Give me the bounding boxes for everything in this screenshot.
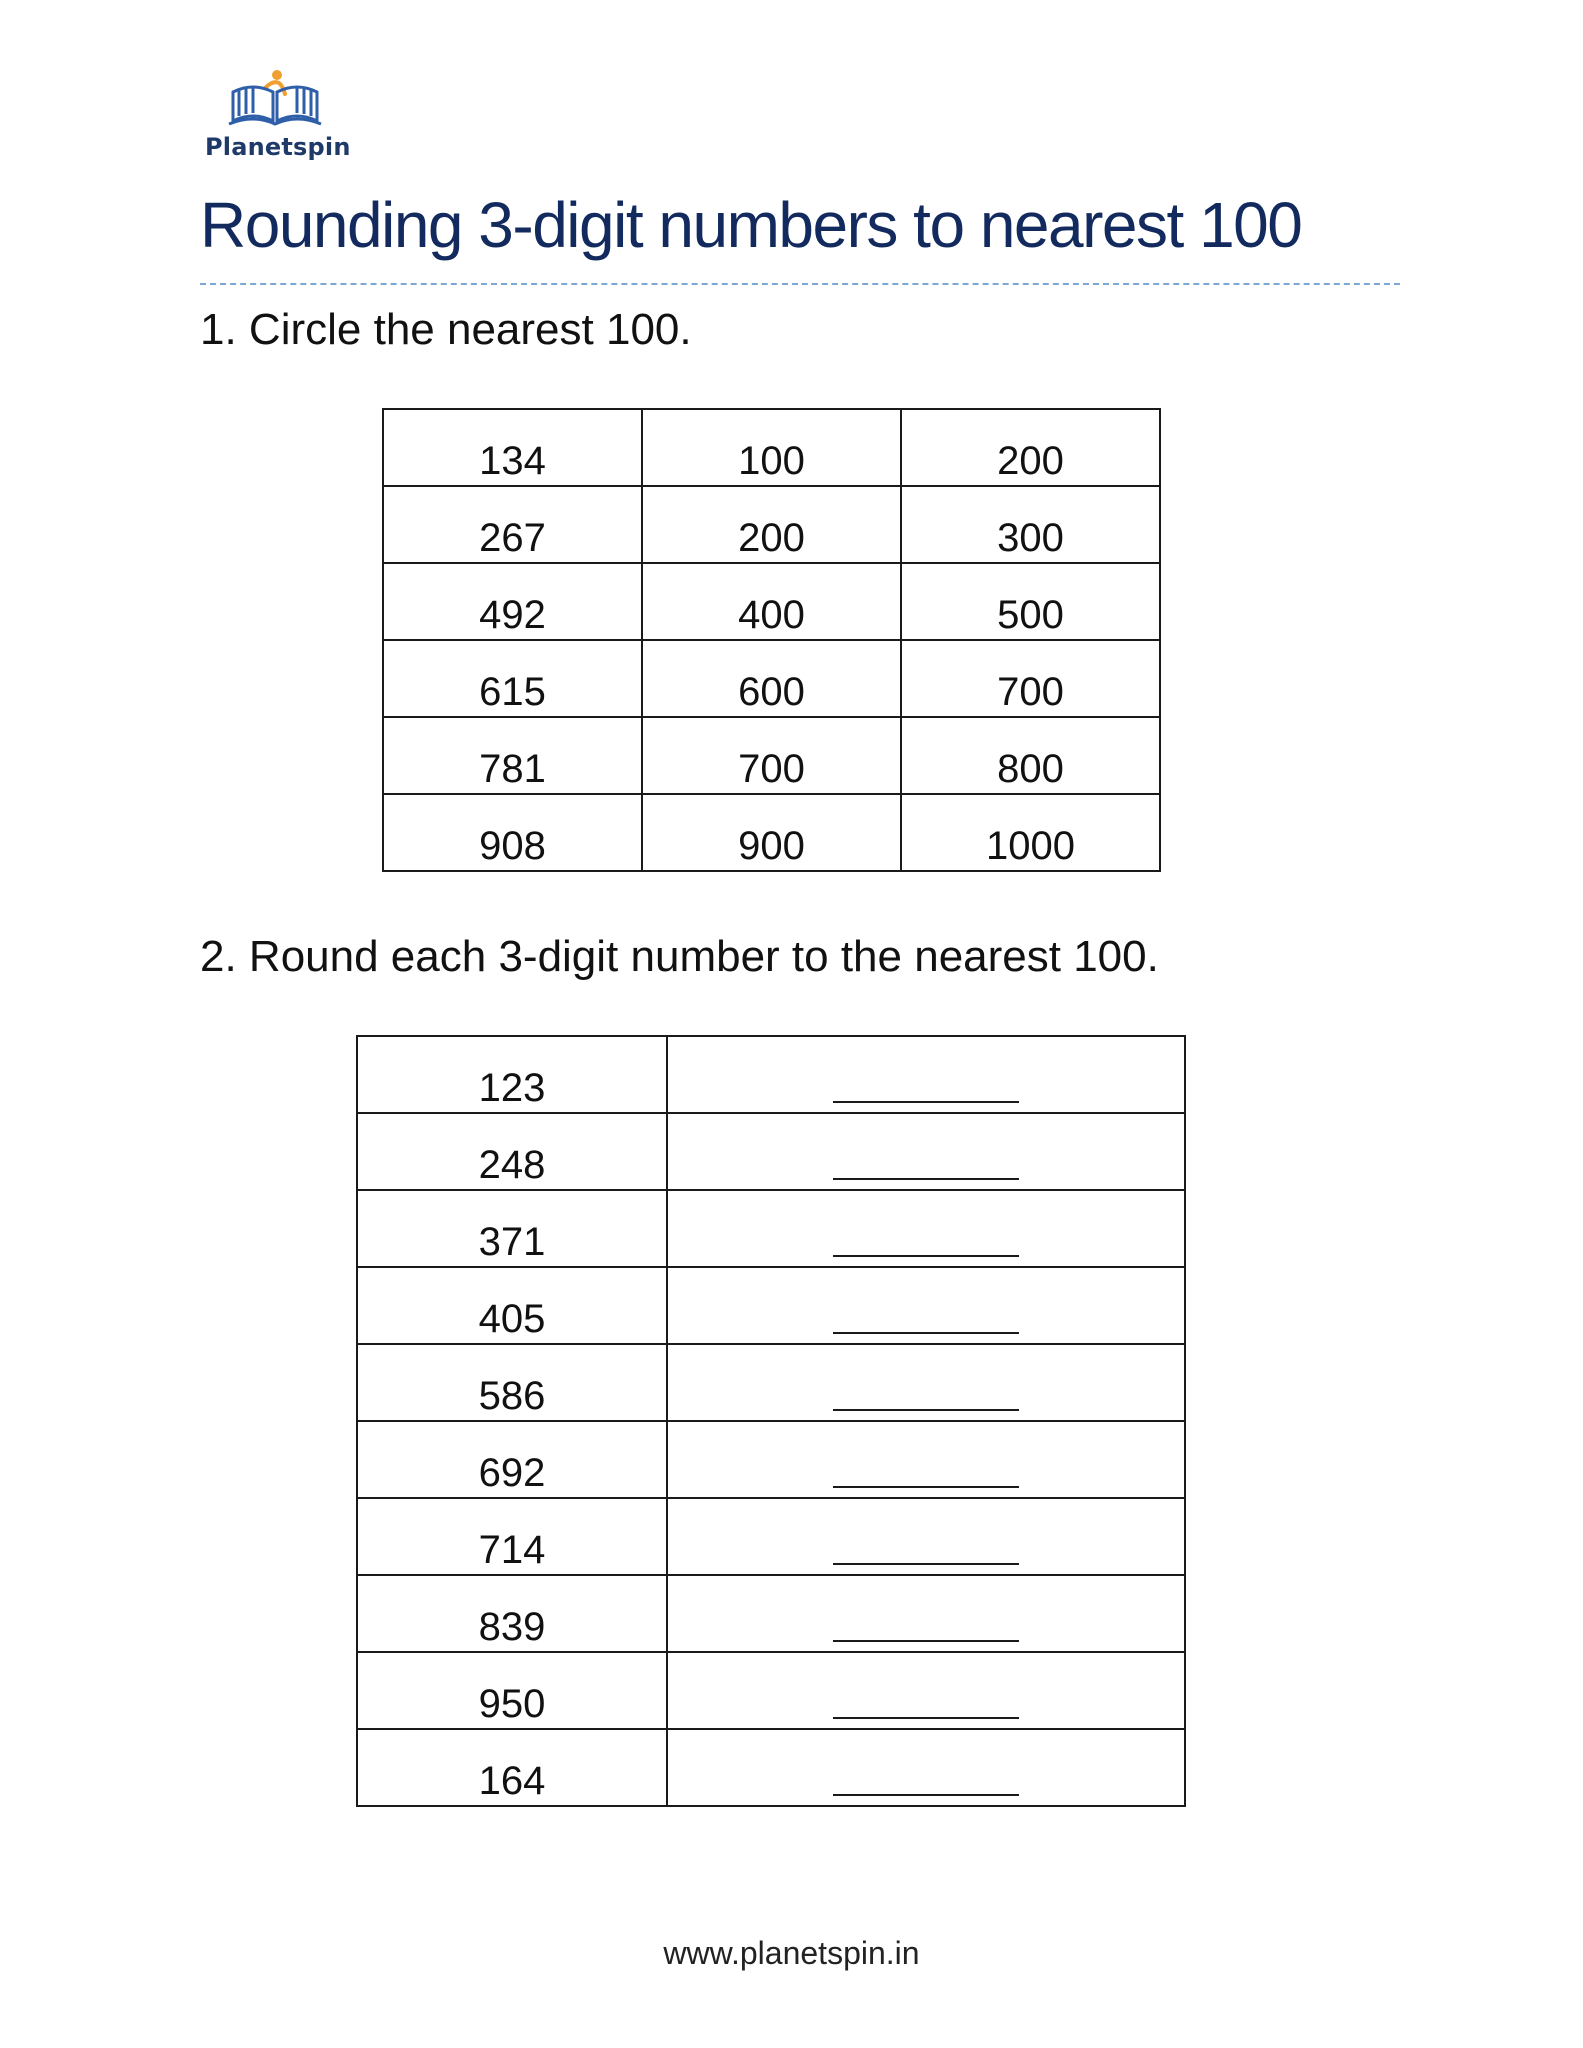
- table-row: [383, 563, 1160, 640]
- answer-blank[interactable]: [833, 1794, 1019, 1796]
- answer-cell[interactable]: [667, 1190, 1185, 1267]
- logo-wordmark: Planetspin: [205, 133, 351, 161]
- number-cell: 164: [357, 1729, 667, 1806]
- answer-blank[interactable]: [833, 1332, 1019, 1334]
- question-1-instruction: 1. Circle the nearest 100.: [200, 305, 692, 354]
- number-cell: 134: [383, 409, 642, 486]
- number-cell: 267: [383, 486, 642, 563]
- option-cell[interactable]: 400: [642, 563, 901, 640]
- answer-cell[interactable]: [667, 1267, 1185, 1344]
- table-row: [357, 1421, 1185, 1498]
- answer-blank[interactable]: [833, 1178, 1019, 1180]
- table-row: [357, 1729, 1185, 1806]
- option-cell[interactable]: 800: [901, 717, 1160, 794]
- table-row: [357, 1344, 1185, 1421]
- answer-blank[interactable]: [833, 1409, 1019, 1411]
- number-cell: 781: [383, 717, 642, 794]
- answer-cell[interactable]: [667, 1575, 1185, 1652]
- footer-url[interactable]: www.planetspin.in: [663, 1935, 920, 1971]
- answer-blank[interactable]: [833, 1255, 1019, 1257]
- option-cell[interactable]: 600: [642, 640, 901, 717]
- answer-cell[interactable]: [667, 1498, 1185, 1575]
- answer-cell[interactable]: [667, 1421, 1185, 1498]
- table-row: [357, 1113, 1185, 1190]
- table-row: [357, 1575, 1185, 1652]
- answer-blank[interactable]: [833, 1101, 1019, 1103]
- answer-blank[interactable]: [833, 1563, 1019, 1565]
- answer-cell[interactable]: [667, 1113, 1185, 1190]
- table-row: [383, 794, 1160, 871]
- answer-blank[interactable]: [833, 1640, 1019, 1642]
- answer-cell[interactable]: [667, 1729, 1185, 1806]
- number-cell: 405: [357, 1267, 667, 1344]
- answer-cell[interactable]: [667, 1344, 1185, 1421]
- number-cell: 714: [357, 1498, 667, 1575]
- number-cell: 839: [357, 1575, 667, 1652]
- option-cell[interactable]: 500: [901, 563, 1160, 640]
- table-row: [383, 640, 1160, 717]
- number-cell: 492: [383, 563, 642, 640]
- option-cell[interactable]: 1000: [901, 794, 1160, 871]
- option-cell[interactable]: 300: [901, 486, 1160, 563]
- planetspin-logo: [205, 66, 351, 166]
- worksheet-title: Rounding 3-digit numbers to nearest 100: [200, 189, 1302, 261]
- table-row: [383, 717, 1160, 794]
- option-cell[interactable]: 700: [901, 640, 1160, 717]
- answer-cell[interactable]: [667, 1036, 1185, 1113]
- number-cell: 692: [357, 1421, 667, 1498]
- title-divider: [200, 283, 1400, 285]
- option-cell[interactable]: 100: [642, 409, 901, 486]
- table-row: [357, 1036, 1185, 1113]
- option-cell[interactable]: 200: [642, 486, 901, 563]
- table-row: [357, 1267, 1185, 1344]
- table-row: [357, 1190, 1185, 1267]
- number-cell: 371: [357, 1190, 667, 1267]
- number-cell: 248: [357, 1113, 667, 1190]
- number-cell: 908: [383, 794, 642, 871]
- answer-blank[interactable]: [833, 1486, 1019, 1488]
- number-cell: 950: [357, 1652, 667, 1729]
- option-cell[interactable]: 700: [642, 717, 901, 794]
- open-book-icon: [225, 66, 325, 128]
- answer-cell[interactable]: [667, 1652, 1185, 1729]
- option-cell[interactable]: 900: [642, 794, 901, 871]
- number-cell: 123: [357, 1036, 667, 1113]
- table-row: [357, 1652, 1185, 1729]
- table-row: [357, 1498, 1185, 1575]
- answer-blank[interactable]: [833, 1717, 1019, 1719]
- option-cell[interactable]: 200: [901, 409, 1160, 486]
- table-row: [383, 409, 1160, 486]
- number-cell: 615: [383, 640, 642, 717]
- round-numbers-table: [356, 1035, 1186, 1807]
- question-2-instruction: 2. Round each 3-digit number to the nearest 100.: [200, 932, 1159, 981]
- number-cell: 586: [357, 1344, 667, 1421]
- table-row: [383, 486, 1160, 563]
- circle-nearest-table: [382, 408, 1161, 872]
